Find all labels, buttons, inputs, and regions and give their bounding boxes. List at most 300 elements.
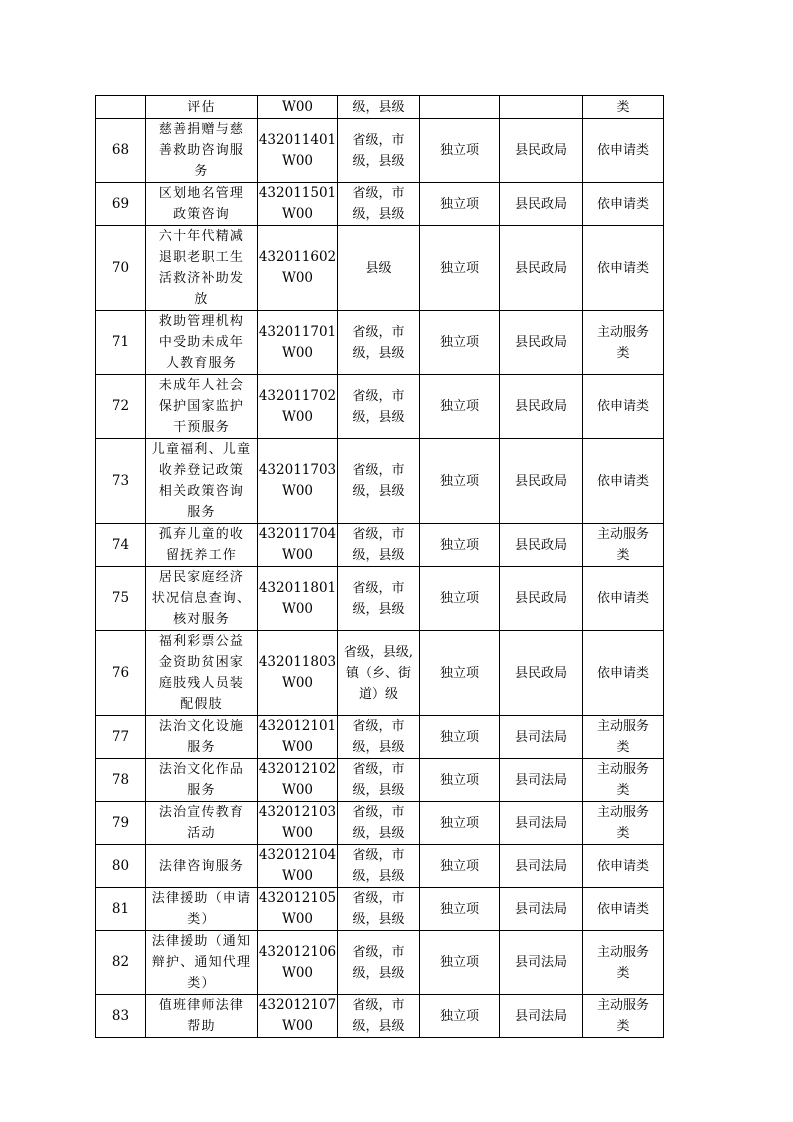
table-row	[96, 524, 664, 567]
cell-line: 主动服务	[596, 998, 649, 1013]
department-cell	[500, 311, 583, 375]
cell-line: 省级，市	[352, 762, 405, 777]
cell-text: 独立项	[439, 260, 479, 276]
category-cell	[583, 119, 664, 183]
cell-line: 级，县级	[352, 740, 405, 755]
item-type-cell	[420, 931, 500, 995]
cell-line: 级，县级	[352, 965, 405, 981]
level-cell	[338, 119, 420, 183]
service-code-cell	[258, 375, 338, 439]
cell-line: 432012103	[258, 804, 337, 820]
item-type-cell	[420, 226, 500, 311]
item-type-cell	[420, 567, 500, 631]
cell-line: 庭肢残人员装	[158, 676, 245, 691]
cell-line: 432011801	[258, 579, 337, 596]
category-cell	[583, 759, 664, 802]
department-cell	[500, 888, 583, 931]
cell-line: 善救助咨询服	[158, 143, 245, 158]
cell-line: 活动	[187, 826, 216, 841]
department-cell	[500, 439, 583, 524]
row-number-cell	[96, 311, 146, 375]
service-code-cell	[258, 802, 338, 845]
cell-line: 432011702	[258, 387, 337, 404]
cell-line: W00	[281, 408, 314, 425]
row-number-cell	[96, 226, 146, 311]
cell-text: 县民政局	[514, 260, 567, 276]
cell-line: 432012102	[258, 761, 337, 777]
service-name-cell	[146, 716, 258, 759]
row-number-cell	[96, 119, 146, 183]
cell-line: 类）	[187, 976, 216, 991]
cell-text: 县民政局	[514, 399, 567, 414]
cell-line: W00	[281, 483, 314, 499]
cell-line: 省级，市	[352, 186, 405, 201]
cell-line: 主动服务	[596, 805, 649, 820]
service-name-cell	[146, 802, 258, 845]
cell-line: 省级，市	[352, 719, 405, 734]
cell-line: W00	[281, 868, 314, 884]
item-type-cell	[420, 759, 500, 802]
cell-line: 未成年人社会	[158, 378, 245, 393]
cell-text: 县司法局	[514, 955, 567, 970]
category-cell	[583, 226, 664, 311]
service-code-cell	[258, 311, 338, 375]
cell-line: 保护国家监护	[158, 399, 245, 414]
level-cell	[338, 226, 420, 311]
item-type-cell	[420, 845, 500, 888]
cell-text: 独立项	[439, 399, 479, 414]
service-code-cell	[258, 995, 338, 1038]
cell-text: 76	[111, 664, 130, 681]
cell-text: 70	[111, 259, 130, 276]
cell-line: 主动服务	[596, 944, 649, 960]
cell-text: 县民政局	[514, 537, 567, 553]
item-type-cell	[420, 311, 500, 375]
item-type-cell	[420, 995, 500, 1038]
table-row	[96, 995, 664, 1038]
cell-text: 县民政局	[514, 335, 567, 350]
cell-line: 432012105	[258, 890, 337, 906]
department-cell	[500, 995, 583, 1038]
cell-line: W00	[281, 344, 314, 361]
cell-line: 432011704	[258, 526, 337, 542]
cell-line: W00	[281, 600, 314, 617]
row-number-cell	[96, 759, 146, 802]
level-cell	[338, 439, 420, 524]
cell-line: 依申请类	[596, 858, 649, 874]
level-cell	[338, 631, 420, 716]
service-code-cell	[258, 226, 338, 311]
cell-line: 级，县级	[352, 207, 405, 222]
cell-line: 金资助贫困家	[158, 655, 245, 670]
cell-line: 道）级	[358, 686, 398, 702]
cell-line: 省级，市	[352, 998, 405, 1013]
level-cell	[338, 183, 420, 226]
cell-line: 级，县级	[352, 409, 405, 425]
cell-line: 主动服务	[596, 762, 649, 777]
department-cell	[500, 631, 583, 716]
cell-line: 级，县级	[352, 912, 405, 927]
cell-text: 74	[111, 536, 130, 553]
table-row	[96, 631, 664, 716]
cell-line: 核对服务	[173, 612, 230, 627]
department-cell	[500, 802, 583, 845]
table-row	[96, 439, 664, 524]
cell-line: 活救济补助发	[158, 271, 245, 286]
category-cell	[583, 96, 664, 119]
department-cell	[500, 375, 583, 439]
row-number-cell	[96, 375, 146, 439]
service-name-cell	[146, 759, 258, 802]
cell-line: 服务	[187, 740, 216, 755]
service-name-cell	[146, 631, 258, 716]
service-name-cell	[146, 375, 258, 439]
department-cell	[500, 567, 583, 631]
cell-line: W00	[281, 547, 314, 563]
cell-text: 独立项	[439, 729, 479, 745]
service-name-cell	[146, 311, 258, 375]
cell-line: 省级，市	[352, 527, 405, 542]
cell-text: 79	[111, 814, 130, 831]
cell-text: 78	[111, 771, 130, 788]
cell-text: 75	[111, 590, 130, 606]
cell-text: 县民政局	[514, 473, 567, 489]
cell-line: 政策咨询	[173, 207, 230, 222]
cell-text: 81	[111, 900, 130, 917]
table-row	[96, 226, 664, 311]
level-cell	[338, 845, 420, 888]
cell-line: 级，县级	[352, 869, 405, 884]
table-row	[96, 888, 664, 931]
item-type-cell	[420, 183, 500, 226]
level-cell	[338, 375, 420, 439]
cell-text: 县民政局	[514, 143, 567, 158]
cell-line: 432011401	[258, 131, 337, 148]
item-type-cell	[420, 802, 500, 845]
cell-line: 依申请类	[596, 143, 649, 158]
cell-text: 县司法局	[514, 815, 567, 831]
level-cell	[338, 524, 420, 567]
cell-line: 干预服务	[173, 420, 230, 435]
cell-text: 83	[111, 1007, 130, 1024]
cell-line: 孤弃儿童的收	[158, 527, 245, 542]
service-code-cell	[258, 524, 338, 567]
cell-line: 级，县级	[352, 601, 405, 617]
cell-text: 71	[111, 334, 130, 350]
row-number-cell	[96, 567, 146, 631]
cell-line: W00	[281, 739, 314, 755]
cell-line: 服务	[187, 783, 216, 798]
department-cell	[500, 931, 583, 995]
department-cell	[500, 759, 583, 802]
cell-line: 中受助未成年	[158, 335, 245, 350]
cell-line: W00	[281, 152, 314, 169]
cell-line: 法律咨询服务	[158, 858, 245, 874]
service-code-cell	[258, 631, 338, 716]
cell-line: 依申请类	[596, 901, 649, 917]
cell-line: 类	[616, 740, 630, 755]
cell-line: 居民家庭经济	[158, 570, 245, 585]
category-cell	[583, 845, 664, 888]
cell-line: 依申请类	[596, 399, 649, 414]
level-cell	[338, 759, 420, 802]
cell-line: 省级，市	[352, 463, 405, 478]
cell-text: 73	[111, 472, 130, 489]
service-code-cell	[258, 759, 338, 802]
cell-line: 432012104	[258, 847, 337, 863]
cell-line: 退职老职工生	[158, 250, 245, 265]
cell-line: 类）	[187, 912, 216, 927]
cell-line: W00	[281, 911, 314, 927]
cell-text: 县民政局	[514, 196, 567, 212]
service-name-cell	[146, 931, 258, 995]
service-code-cell	[258, 183, 338, 226]
department-cell	[500, 96, 583, 119]
cell-line: 省级，市	[352, 891, 405, 906]
cell-line: 省级，市	[352, 580, 405, 596]
level-cell	[338, 311, 420, 375]
cell-line: 432012101	[258, 718, 337, 734]
cell-text: 82	[111, 954, 130, 970]
cell-line: W00	[281, 1018, 314, 1034]
level-cell	[338, 716, 420, 759]
cell-text: 69	[111, 195, 130, 212]
cell-text: 独立项	[439, 901, 479, 917]
cell-line: 依申请类	[596, 473, 649, 489]
cell-line: 辩护、通知代理	[151, 955, 252, 970]
row-number-cell	[96, 439, 146, 524]
cell-text: 独立项	[439, 772, 479, 788]
cell-line: 主动服务	[596, 527, 649, 542]
cell-text: 独立项	[439, 335, 479, 350]
cell-line: 依申请类	[596, 665, 649, 681]
category-cell	[583, 311, 664, 375]
cell-line: 救助管理机构	[158, 314, 245, 329]
cell-line: 类	[616, 99, 630, 115]
cell-line: 配假肢	[180, 697, 223, 712]
cell-line: 法律援助（申请	[151, 891, 252, 906]
table-row	[96, 931, 664, 995]
table-row	[96, 716, 664, 759]
cell-line: 法治文化作品	[158, 762, 245, 777]
cell-line: W00	[281, 675, 314, 691]
cell-line: 主动服务	[596, 719, 649, 734]
cell-line: 人教育服务	[165, 356, 237, 371]
cell-line: 镇（乡、街	[345, 665, 411, 681]
service-code-cell	[258, 96, 338, 119]
cell-text: 县民政局	[514, 591, 567, 606]
cell-text: 68	[111, 142, 130, 158]
service-name-cell	[146, 888, 258, 931]
cell-text: 独立项	[439, 955, 479, 970]
table-row	[96, 375, 664, 439]
cell-line: 务	[194, 164, 209, 179]
item-type-cell	[420, 716, 500, 759]
cell-text: 县民政局	[514, 665, 567, 681]
item-type-cell	[420, 375, 500, 439]
level-cell	[338, 96, 420, 119]
category-cell	[583, 931, 664, 995]
cell-text: 县司法局	[514, 901, 567, 917]
level-cell	[338, 888, 420, 931]
cell-line: W00	[281, 270, 314, 286]
cell-text: 县司法局	[514, 772, 567, 788]
department-cell	[500, 845, 583, 888]
service-name-cell	[146, 96, 258, 119]
cell-text: 独立项	[439, 1008, 479, 1024]
row-number-cell	[96, 802, 146, 845]
cell-text: 独立项	[439, 143, 479, 158]
level-cell	[338, 802, 420, 845]
category-cell	[583, 995, 664, 1038]
cell-text: 独立项	[439, 591, 479, 606]
cell-line: 县级	[365, 260, 392, 276]
cell-line: 432012107	[258, 997, 337, 1013]
level-cell	[338, 995, 420, 1038]
cell-line: 福利彩票公益	[158, 634, 245, 649]
cell-text: 县司法局	[514, 729, 567, 745]
cell-line: 六十年代精减	[158, 229, 245, 244]
item-type-cell	[420, 439, 500, 524]
row-number-cell	[96, 716, 146, 759]
department-cell	[500, 716, 583, 759]
cell-line: 类	[616, 965, 630, 981]
table-row	[96, 96, 664, 119]
cell-line: 省级，市	[352, 805, 405, 820]
cell-line: 类	[616, 345, 630, 361]
cell-text: 独立项	[439, 537, 479, 553]
service-code-cell	[258, 439, 338, 524]
cell-line: 帮助	[187, 1019, 216, 1034]
service-code-cell	[258, 845, 338, 888]
category-cell	[583, 888, 664, 931]
cell-line: 依申请类	[596, 260, 649, 276]
cell-line: 状况信息查询、	[151, 591, 252, 606]
cell-line: 法治宣传教育	[158, 805, 245, 820]
row-number-cell	[96, 888, 146, 931]
cell-line: 省级，市	[352, 132, 405, 148]
table-row	[96, 119, 664, 183]
service-name-cell	[146, 524, 258, 567]
cell-line: 放	[194, 292, 209, 307]
service-code-cell	[258, 567, 338, 631]
cell-line: 级，县级	[352, 153, 405, 169]
cell-line: 省级，市	[352, 848, 405, 863]
department-cell	[500, 183, 583, 226]
cell-line: 级，县级	[352, 484, 405, 499]
row-number-cell	[96, 995, 146, 1038]
cell-line: W00	[281, 825, 314, 841]
item-type-cell	[420, 524, 500, 567]
table-row	[96, 759, 664, 802]
row-number-cell	[96, 524, 146, 567]
cell-line: 法律援助（通知	[151, 934, 252, 949]
cell-line: 慈善捐赠与慈	[158, 122, 245, 137]
cell-line: 依申请类	[596, 591, 649, 606]
cell-line: 类	[616, 1019, 630, 1034]
category-cell	[583, 524, 664, 567]
cell-text: 72	[111, 398, 130, 414]
department-cell	[500, 226, 583, 311]
cell-line: 服务	[187, 505, 216, 520]
cell-line: 类	[616, 783, 630, 798]
category-cell	[583, 375, 664, 439]
cell-line: 省级，县级,	[343, 644, 414, 660]
service-name-cell	[146, 226, 258, 311]
cell-line: 432011701	[258, 323, 337, 340]
cell-line: 法治文化设施	[158, 719, 245, 734]
category-cell	[583, 631, 664, 716]
cell-line: W00	[281, 782, 314, 798]
cell-line: 432011803	[258, 654, 337, 670]
department-cell	[500, 119, 583, 183]
cell-line: 省级，市	[352, 944, 405, 960]
cell-line: W00	[281, 98, 314, 115]
cell-line: 区划地名管理	[158, 186, 245, 201]
cell-text: 县司法局	[514, 858, 567, 874]
item-type-cell	[420, 96, 500, 119]
service-code-cell	[258, 119, 338, 183]
cell-text: 独立项	[439, 858, 479, 874]
cell-line: 432012106	[258, 943, 337, 960]
cell-text: 独立项	[439, 665, 479, 681]
row-number-cell	[96, 631, 146, 716]
row-number-cell	[96, 845, 146, 888]
item-type-cell	[420, 631, 500, 716]
item-type-cell	[420, 888, 500, 931]
cell-line: 432011703	[258, 462, 337, 478]
row-number-cell	[96, 96, 146, 119]
service-code-cell	[258, 716, 338, 759]
level-cell	[338, 567, 420, 631]
service-name-cell	[146, 845, 258, 888]
row-number-cell	[96, 183, 146, 226]
category-cell	[583, 439, 664, 524]
category-cell	[583, 802, 664, 845]
cell-line: 主动服务	[596, 324, 649, 340]
service-name-cell	[146, 439, 258, 524]
cell-line: W00	[281, 964, 314, 981]
cell-line: 432011501	[258, 185, 337, 201]
item-type-cell	[420, 119, 500, 183]
level-cell	[338, 931, 420, 995]
cell-line: 评估	[187, 99, 216, 115]
cell-text: 独立项	[439, 473, 479, 489]
cell-line: 类	[616, 548, 630, 563]
cell-line: 相关政策咨询	[158, 484, 245, 499]
category-cell	[583, 567, 664, 631]
table-row	[96, 183, 664, 226]
cell-line: 432011602	[258, 249, 337, 265]
service-name-cell	[146, 183, 258, 226]
cell-line: 依申请类	[596, 196, 649, 212]
cell-line: 留抚养工作	[165, 548, 237, 563]
row-number-cell	[96, 931, 146, 995]
cell-line: 级，县级	[352, 345, 405, 361]
cell-line: 类	[616, 826, 630, 841]
service-name-cell	[146, 995, 258, 1038]
cell-line: 儿童福利、儿童	[151, 442, 252, 457]
table-row	[96, 845, 664, 888]
cell-line: 级，县级	[352, 783, 405, 798]
cell-text: 独立项	[439, 815, 479, 831]
service-code-cell	[258, 931, 338, 995]
cell-line: 级，县级	[352, 826, 405, 841]
cell-line: 收养登记政策	[158, 463, 245, 478]
service-name-cell	[146, 119, 258, 183]
cell-line: W00	[281, 206, 314, 222]
cell-line: 级，县级	[352, 99, 405, 115]
